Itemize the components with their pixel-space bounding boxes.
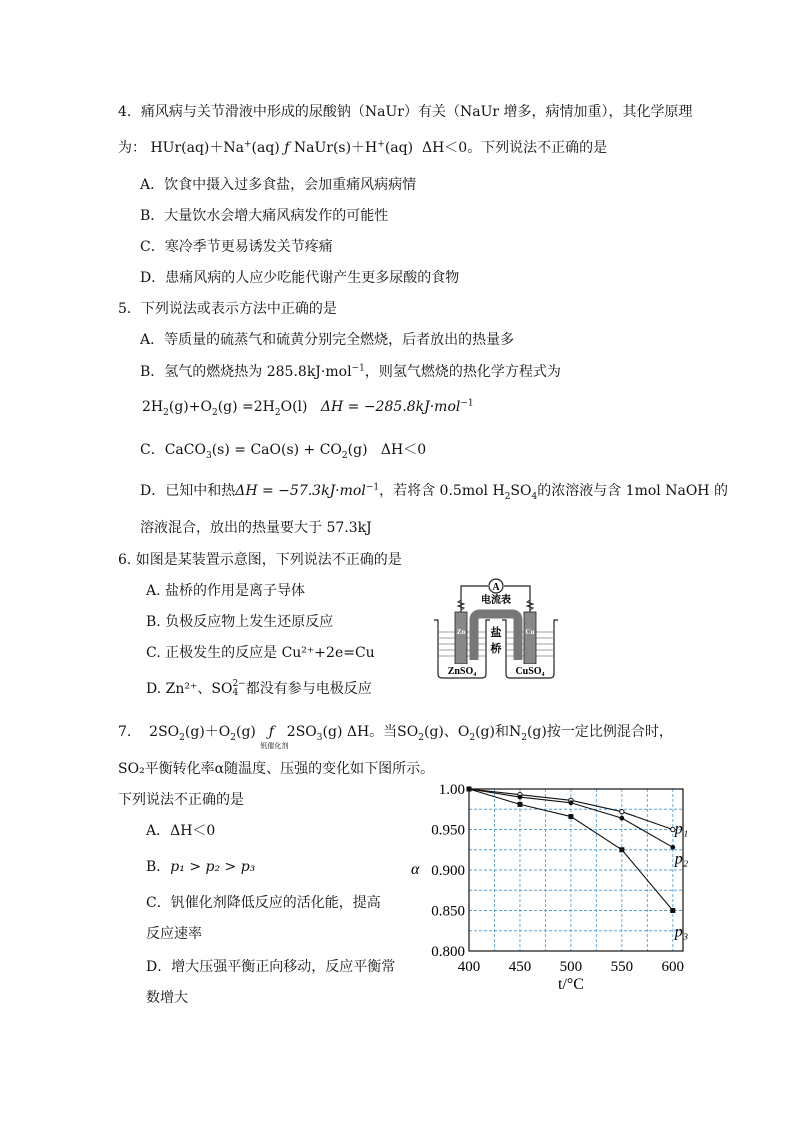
q6-option-a: A. 盐桥的作用是离子导体 <box>146 583 306 599</box>
data-point <box>670 845 675 850</box>
copper-electrode <box>524 612 536 664</box>
q5-option-b: B．氢气的燃烧热为 285.8kJ·mol$^{-1}$，则氢气燃烧的热化学方程式为 <box>140 363 561 380</box>
x-tick-label: 400 <box>457 959 481 975</box>
svg-text:Zn: Zn <box>456 628 466 636</box>
q5-option-a: A．等质量的硫蒸气和硫黄分别完全燃烧，后者放出的热量多 <box>140 332 515 348</box>
q4-stem-line2: 为： HUr(aq)＋Na+(aq) ƒ NaUr(s)＋H+(aq) ΔH＜0。下列说法不正确的是 <box>118 139 608 156</box>
x-tick-label: 550 <box>610 959 634 975</box>
y-tick-label: 0.800 <box>431 944 465 960</box>
data-point <box>568 814 573 819</box>
q5-option-b-equation: $2H_2(g)+O_2(g) =2H_2O(l)$ ΔH = −285.8kJ·mol$^{-1}$ <box>142 398 474 418</box>
ammeter-label: 电流表 <box>481 595 511 606</box>
q7-stem-line3: 下列说法不正确的是 <box>118 792 244 808</box>
y-tick-label: 0.900 <box>431 863 465 879</box>
q7-option-d-line2: 数增大 <box>146 990 188 1006</box>
x-axis-label: t/°C <box>558 976 584 993</box>
q4-stem-line1: 4．痛风病与关节滑液中形成的尿酸钠（NaUr）有关（NaUr 增多，病情加重），其化学原理 <box>118 104 693 120</box>
zinc-electrode <box>455 612 467 664</box>
left-solution-label: ZnSO₄ <box>447 666 477 677</box>
data-point <box>517 802 522 807</box>
q4-option-c: C．寒冷季节更易诱发关节疼痛 <box>140 239 333 255</box>
q6-option-d: D. Zn²⁺、SO 2− 4 都没有参与电极反应 <box>146 679 372 698</box>
y-tick-label: 0.850 <box>431 903 465 920</box>
q7-option-d-line1: D．增大压强平衡正向移动，反应平衡常 <box>146 959 396 975</box>
series-label: p₁ <box>674 820 689 838</box>
q6-option-b: B. 负极反应物上发生还原反应 <box>146 614 334 630</box>
y-tick-label: 1.00 <box>438 782 465 798</box>
q7-option-b: B．p₁ > p₂ > p₃ <box>146 859 256 875</box>
q5-option-d: D．已知中和热ΔH = −57.3kJ·mol$^{-1}$，若将含 0.5mol $H_2SO_4$的浓溶液与含 1mol NaOH 的 <box>140 482 728 502</box>
q7-option-a: A．ΔH＜0 <box>146 823 216 839</box>
data-point <box>619 816 624 821</box>
q7-stem-line1: 7. $2SO_2(g)+O_2(g)$ ƒ 钒催化剂 $2SO_3(g)$ ΔH。当$SO_2(g)$、$O_2(g)$和$N_2(g)$按一定比例混合时， <box>118 724 673 750</box>
q4-option-b: B．大量饮水会增大痛风病发作的可能性 <box>140 208 389 224</box>
y-axis-label: α <box>411 861 420 878</box>
svg-text:桥: 桥 <box>490 643 502 655</box>
right-solution-label: CuSO₄ <box>515 666 545 677</box>
x-tick-label: 450 <box>508 959 532 975</box>
q7-option-c-line1: C．钒催化剂降低反应的活化能，提高 <box>146 895 381 911</box>
q7-stem-line2: SO₂平衡转化率α随温度、压强的变化如下图所示。 <box>118 761 435 777</box>
data-point <box>620 809 624 813</box>
series-label: p₃ <box>674 923 689 941</box>
q4-option-a: A．饮食中摄入过多食盐，会加重痛风病病情 <box>140 177 417 193</box>
q6-option-c: C. 正极发生的反应是 Cu²⁺+2e=Cu <box>146 645 375 661</box>
data-point <box>619 847 624 852</box>
data-point <box>467 787 472 792</box>
q4-equation: HUr(aq)＋Na+(aq) ƒ NaUr(s)＋H+(aq) <box>150 139 414 156</box>
q6-stem: 6. 如图是某装置示意图，下列说法不正确的是 <box>118 552 402 568</box>
data-point <box>518 795 523 800</box>
q7-option-c-line2: 反应速率 <box>146 926 202 942</box>
y-tick-label: 0.950 <box>431 822 465 839</box>
q4-option-d: D．患痛风病的人应少吃能代谢产生更多尿酸的食物 <box>140 270 460 286</box>
x-tick-label: 500 <box>559 959 583 975</box>
q5-option-c: C．CaCO$_3$(s) = $CaO(s) + CO_2(g)$ ΔH＜0 <box>140 442 427 461</box>
q5-option-d-line2: 溶液混合，放出的热量要大于 57.3kJ <box>140 520 372 536</box>
ammeter-symbol: A <box>492 582 500 593</box>
conversion-chart <box>405 775 690 995</box>
svg-text:盐: 盐 <box>490 627 502 639</box>
data-point <box>569 800 574 805</box>
data-point <box>670 908 675 913</box>
chart-grid <box>469 789 683 951</box>
x-tick-label: 600 <box>661 959 685 975</box>
series-label: p₂ <box>674 850 689 868</box>
q5-stem: 5．下列说法或表示方法中正确的是 <box>118 301 337 317</box>
galvanic-cell-diagram <box>430 576 562 682</box>
svg-text:Cu: Cu <box>525 628 535 636</box>
